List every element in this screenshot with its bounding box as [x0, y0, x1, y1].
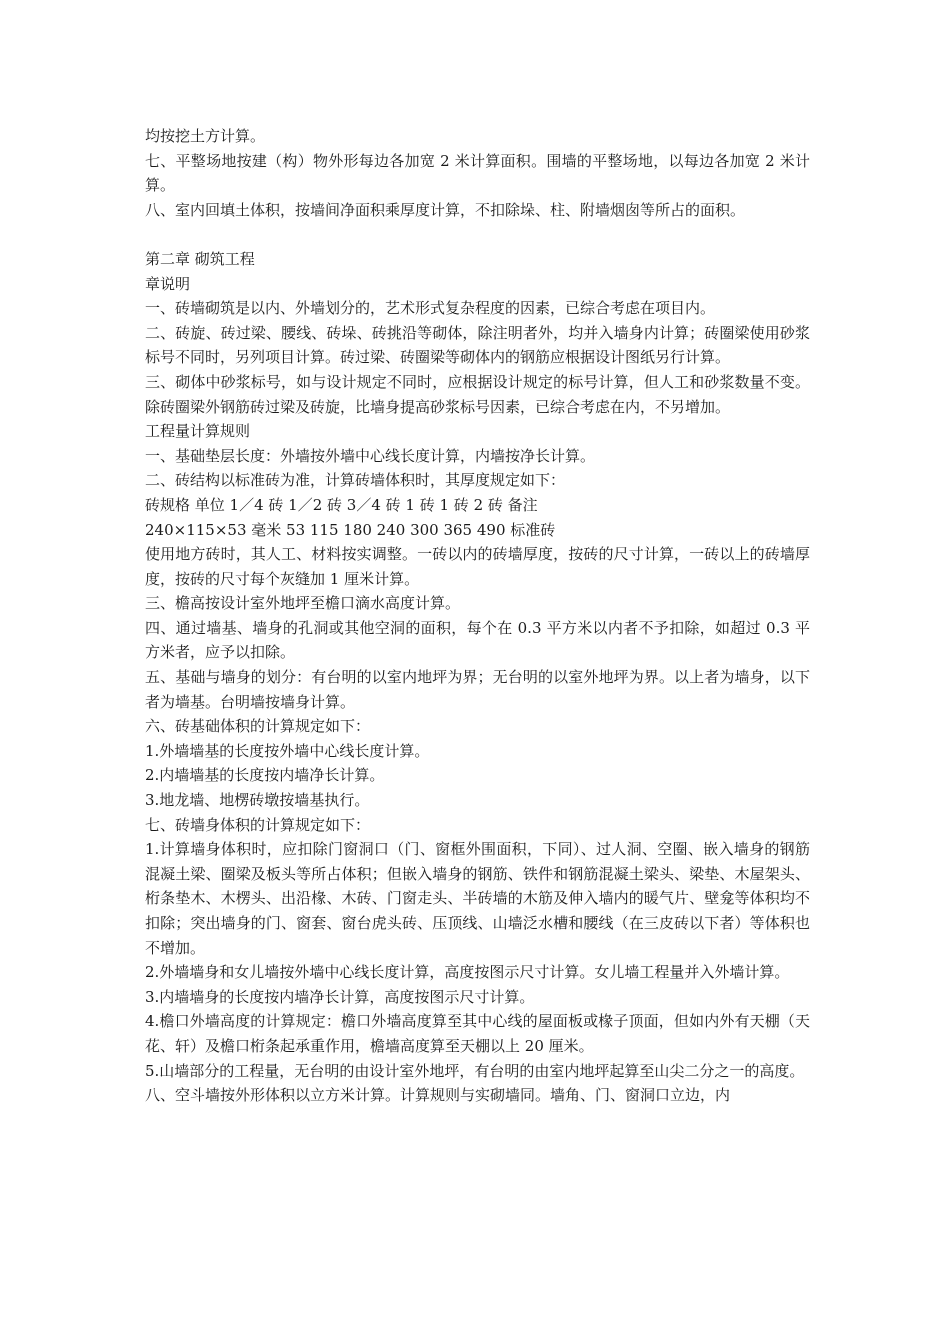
paragraph: 五、基础与墙身的划分：有台明的以室内地坪为界；无台明的以室外地坪为界。以上者为墙身，以下者为墙基。台明墙按墙身计算。 [145, 668, 810, 711]
brick-spec-value-row: 240×115×53 毫米 53 115 180 240 300 365 490 标准砖 [145, 520, 556, 539]
paragraph: 2.外墙墙身和女儿墙按外墙中心线长度计算，高度按图示尺寸计算。女儿墙工程量并入外墙计算。 [145, 963, 790, 982]
paragraph: 八、室内回填土体积，按墙间净面积乘厚度计算，不扣除垛、柱、附墙烟囱等所占的面积。 [145, 200, 746, 219]
paragraph: 3.地龙墙、地楞砖墩按墙基执行。 [145, 791, 370, 810]
paragraph: 1.计算墙身体积时，应扣除门窗洞口（门、窗框外围面积，下同）、过人洞、空圈、嵌入墙身的钢筋混凝土梁、圈梁及板头等所占体积；但嵌入墙身的钢筋、铁件和钢筋混凝土梁头、梁垫、木屋架头、桁条垫木、木楞头、出沿椽、木砖、门窗走头、半砖墙的木筋及伸入墙内的暖气片、壁龛等体积均不扣除；突出墙身的门、窗套、窗台虎头砖、压顶线、山墙泛水槽和腰线（在三皮砖以下者）等体积也不增加。 [145, 840, 810, 957]
section-heading: 工程量计算规则 [145, 422, 251, 441]
paragraph: 四、通过墙基、墙身的孔洞或其他空洞的面积，每个在 0.3 平方米以内者不予扣除，如超过 0.3 平方米者，应予以扣除。 [145, 618, 810, 662]
document-body [145, 124, 810, 1108]
paragraph: 七、平整场地按建（构）物外形每边各加宽 2 米计算面积。围墙的平整场地，以每边各加宽 2 米计算。 [145, 151, 810, 195]
blank-line [145, 222, 810, 247]
paragraph: 三、檐高按设计室外地坪至檐口滴水高度计算。 [145, 594, 461, 613]
paragraph: 三、砌体中砂浆标号，如与设计规定不同时，应根据设计规定的标号计算，但人工和砂浆数量不变。除砖圈梁外钢筋砖过梁及砖旋，比墙身提高砂浆标号因素，已综合考虑在内，不另增加。 [145, 372, 810, 416]
paragraph: 1.外墙墙基的长度按外墙中心线长度计算。 [145, 741, 430, 760]
brick-spec-header-row: 砖规格 单位 1／4 砖 1／2 砖 3／4 砖 1 砖 1 砖 2 砖 备注 [145, 495, 538, 514]
chapter-heading: 第二章 砌筑工程 [145, 249, 255, 268]
paragraph: 均按挖土方计算。 [145, 127, 266, 145]
paragraph: 2.内墙墙基的长度按内墙净长计算。 [145, 766, 385, 785]
section-heading: 章说明 [145, 274, 191, 293]
paragraph: 3.内墙墙身的长度按内墙净长计算，高度按图示尺寸计算。 [145, 987, 535, 1006]
paragraph: 二、砖旋、砖过梁、腰线、砖垛、砖挑沿等砌体，除注明者外，均并入墙身内计算；砖圈梁使用砂浆标号不同时，另列项目计算。砖过梁、砖圈梁等砌体内的钢筋应根据设计图纸另行计算。 [145, 323, 810, 367]
paragraph: 八、空斗墙按外形体积以立方米计算。计算规则与实砌墙同。墙角、门、窗洞口立边，内 [145, 1086, 731, 1105]
paragraph: 七、砖墙身体积的计算规定如下： [145, 815, 371, 834]
paragraph: 六、砖基础体积的计算规定如下： [145, 717, 371, 736]
paragraph: 二、砖结构以标准砖为准，计算砖墙体积时，其厚度规定如下： [145, 471, 566, 490]
paragraph: 4.檐口外墙高度的计算规定：檐口外墙高度算至其中心线的屋面板或椽子顶面，但如内外有天棚（天花、轩）及檐口桁条起承重作用，檐墙高度算至天棚以上 20 厘米。 [145, 1012, 810, 1055]
paragraph: 使用地方砖时，其人工、材料按实调整。一砖以内的砖墙厚度，按砖的尺寸计算，一砖以上的砖墙厚度，按砖的尺寸每个灰缝加 1 厘米计算。 [145, 545, 810, 588]
paragraph: 一、砖墙砌筑是以内、外墙划分的，艺术形式复杂程度的因素，已综合考虑在项目内。 [145, 299, 716, 318]
paragraph: 一、基础垫层长度：外墙按外墙中心线长度计算，内墙按净长计算。 [145, 446, 596, 465]
paragraph: 5.山墙部分的工程量，无台明的由设计室外地坪，有台明的由室内地坪起算至山尖二分之一的高度。 [145, 1061, 805, 1080]
